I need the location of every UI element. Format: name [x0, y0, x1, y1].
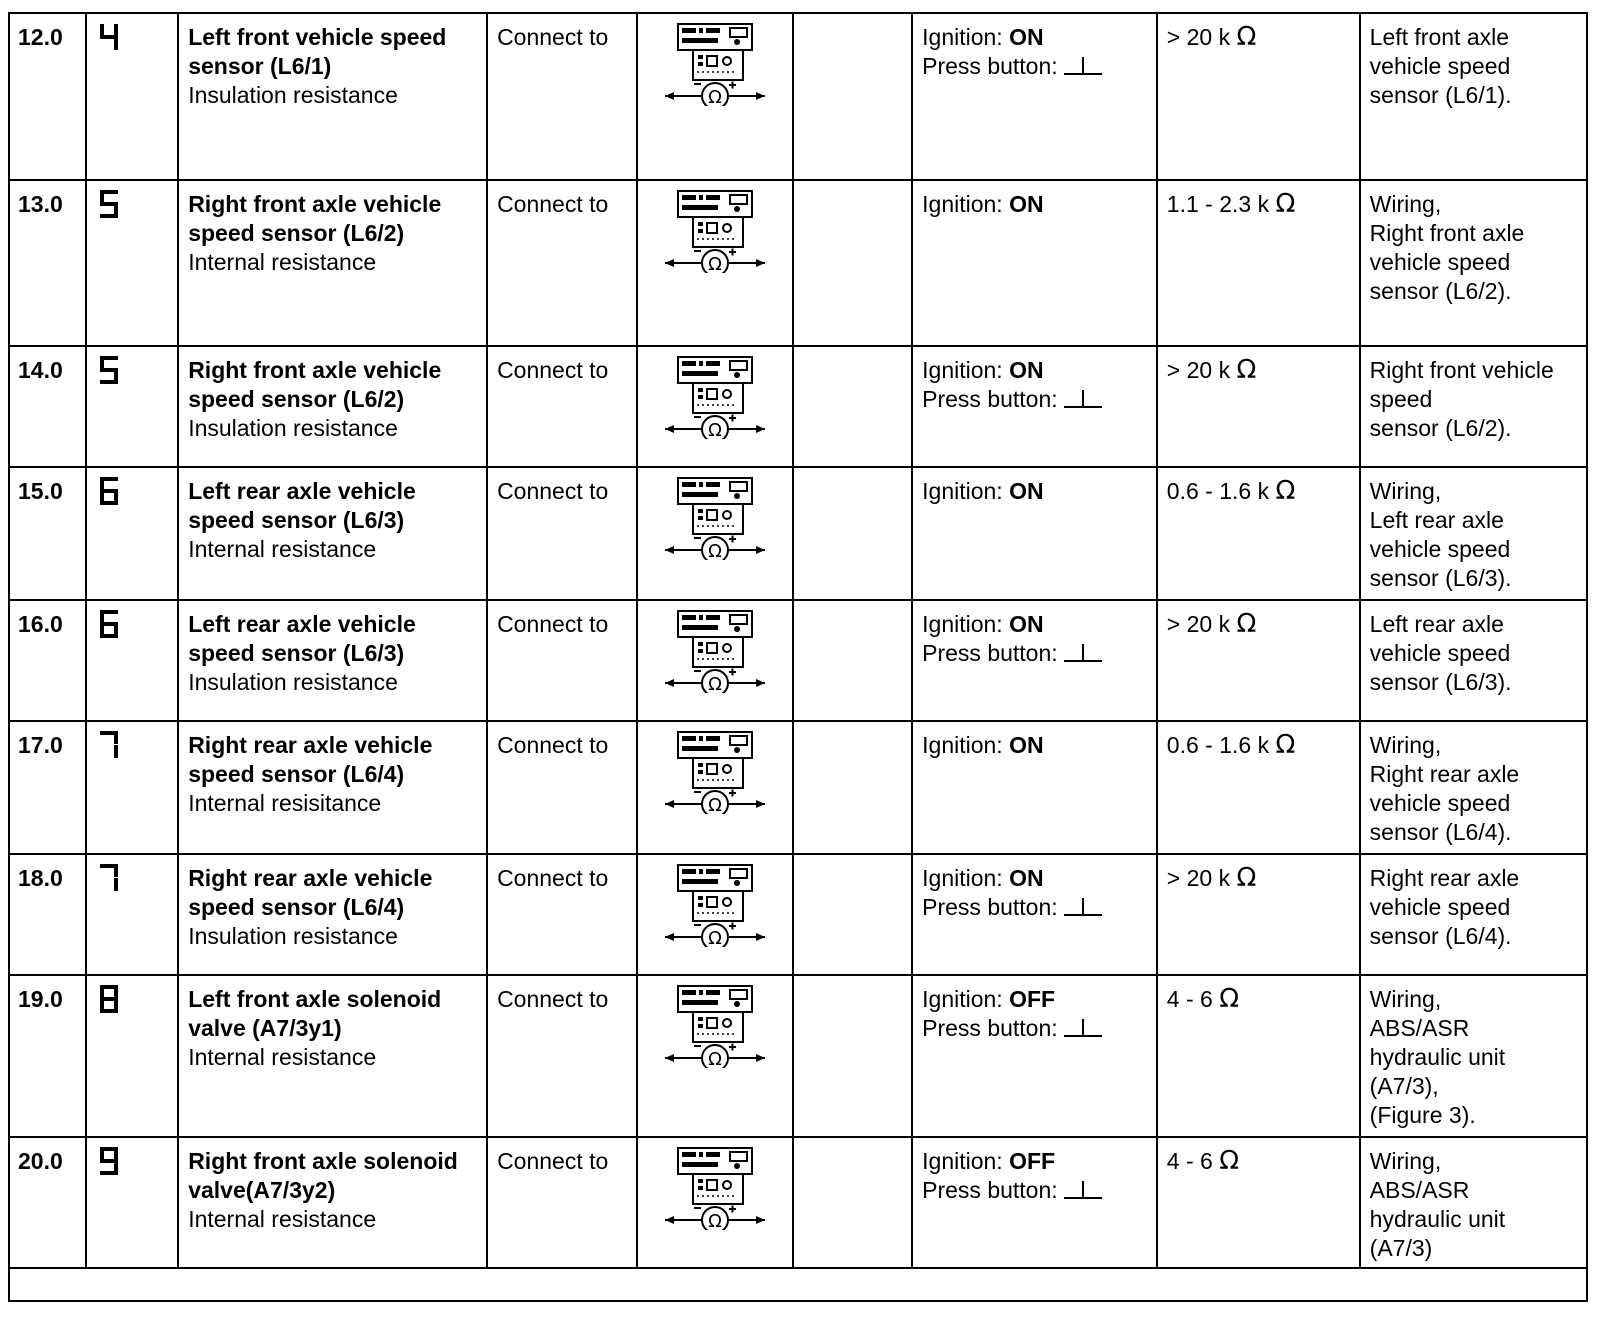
blank-cell: [793, 14, 912, 180]
remedy-list: [1370, 1147, 1586, 1264]
connect-cell: [487, 1137, 637, 1268]
nominal-value: [1157, 975, 1360, 1137]
seven-segment-digit-icon: [97, 863, 123, 893]
test-description: [178, 721, 487, 854]
remedy-line: Left rear axle: [1369, 507, 1504, 533]
blank-cell: [793, 1137, 912, 1268]
connect-cell: [487, 346, 637, 467]
component-title: Left front vehicle speed sensor (L6/1): [188, 24, 447, 79]
ignition-state: ON: [1009, 865, 1044, 891]
nominal-value-text: > 20 k: [1166, 24, 1231, 50]
display-digit-cell: [86, 721, 178, 854]
ignition-label: Ignition:: [922, 191, 1003, 217]
remedy-line: Right front vehicle: [1369, 357, 1554, 383]
instrument-cell: [637, 14, 793, 180]
remedy-line: sensor (L6/4).: [1369, 819, 1512, 845]
blank-cell: [793, 854, 912, 975]
nominal-value: [1157, 721, 1360, 854]
remedy-line: sensor (L6/3).: [1369, 565, 1512, 591]
nominal-value: [1157, 1137, 1360, 1268]
ground-symbol-icon: [1064, 57, 1102, 77]
svg-text:Ω: Ω: [708, 928, 722, 947]
instrument-cell: [637, 600, 793, 721]
table-row: [10, 14, 1586, 180]
remedy-line: Left rear axle: [1369, 611, 1504, 637]
connect-label: Connect to: [497, 357, 609, 383]
table-row: [10, 180, 1586, 346]
table-row: [10, 467, 1586, 600]
connect-label: Connect to: [497, 1148, 609, 1174]
step-number: 14.0: [10, 346, 86, 467]
test-description: [178, 180, 487, 346]
svg-text:Ω: Ω: [708, 1211, 722, 1230]
remedy-line: speed: [1369, 386, 1433, 412]
display-digit-cell: [86, 14, 178, 180]
nominal-value: [1157, 14, 1360, 180]
test-step-table: [8, 12, 1588, 1302]
svg-text:Ω: Ω: [708, 674, 722, 693]
nominal-value: [1157, 854, 1360, 975]
connect-label: Connect to: [497, 24, 609, 50]
test-conditions: [912, 975, 1157, 1137]
ohm-unit: Ω: [1236, 22, 1257, 52]
ignition-label: Ignition:: [922, 24, 1003, 50]
remedy-cell: [1360, 975, 1586, 1137]
connect-cell: [487, 975, 637, 1137]
blank-cell: [793, 180, 912, 346]
ground-symbol-icon: [1064, 1019, 1102, 1039]
ignition-label: Ignition:: [922, 865, 1003, 891]
ignition-state: ON: [1009, 24, 1044, 50]
press-button-label: Press button:: [922, 53, 1058, 79]
multimeter-ohm-icon: [665, 1146, 765, 1230]
remedy-line: sensor (L6/2).: [1369, 415, 1512, 441]
nominal-value: [1157, 600, 1360, 721]
test-description: [178, 854, 487, 975]
nominal-value-text: > 20 k: [1166, 611, 1231, 637]
remedy-cell: [1360, 1137, 1586, 1268]
ignition-state: ON: [1009, 191, 1044, 217]
ignition-state: ON: [1009, 478, 1044, 504]
blank-cell: [793, 467, 912, 600]
remedy-cell: [1360, 854, 1586, 975]
multimeter-ohm-icon: [665, 984, 765, 1068]
remedy-line: hydraulic unit: [1369, 1206, 1506, 1232]
multimeter-ohm-icon: [665, 22, 765, 106]
seven-segment-digit-icon: [97, 730, 123, 760]
component-title: Right front axle solenoid valve(A7/3y2): [188, 1148, 458, 1203]
remedy-list: [1370, 864, 1586, 951]
table-row: [10, 854, 1586, 975]
press-button-label: Press button:: [922, 640, 1058, 666]
test-description: [178, 975, 487, 1137]
test-type: Internal resistance: [188, 1044, 377, 1070]
test-type: Internal resistance: [188, 536, 377, 562]
remedy-line: Wiring,: [1369, 986, 1442, 1012]
ohm-unit: Ω: [1236, 355, 1257, 385]
svg-text:Ω: Ω: [708, 541, 722, 560]
table-row: [10, 1137, 1586, 1268]
nominal-value-text: > 20 k: [1166, 865, 1231, 891]
component-title: Right front axle vehicle speed sensor (L6/2): [188, 191, 442, 246]
nominal-value-text: 0.6 - 1.6 k: [1166, 478, 1270, 504]
nominal-value: [1157, 180, 1360, 346]
multimeter-ohm-icon: [665, 609, 765, 693]
svg-text:Ω: Ω: [708, 87, 722, 106]
instrument-cell: [637, 467, 793, 600]
test-type: Insulation resistance: [188, 82, 398, 108]
connect-cell: [487, 854, 637, 975]
blank-cell: [793, 975, 912, 1137]
seven-segment-digit-icon: [97, 22, 123, 52]
instrument-cell: [637, 1137, 793, 1268]
remedy-line: (A7/3): [1369, 1235, 1433, 1261]
connect-label: Connect to: [497, 478, 609, 504]
nominal-value-text: 0.6 - 1.6 k: [1166, 732, 1270, 758]
ohm-unit: Ω: [1236, 609, 1257, 639]
blank-cell: [793, 346, 912, 467]
nominal-value: [1157, 467, 1360, 600]
remedy-cell: [1360, 467, 1586, 600]
multimeter-ohm-icon: [665, 476, 765, 560]
table-row: [10, 346, 1586, 467]
ignition-label: Ignition:: [922, 732, 1003, 758]
blank-cell: [793, 600, 912, 721]
ignition-state: OFF: [1009, 986, 1056, 1012]
instrument-cell: [637, 975, 793, 1137]
test-conditions: [912, 600, 1157, 721]
test-type: Internal resistance: [188, 249, 377, 275]
remedy-list: [1370, 356, 1586, 443]
component-title: Left rear axle vehicle speed sensor (L6/3): [188, 478, 416, 533]
remedy-line: sensor (L6/4).: [1369, 923, 1512, 949]
test-conditions: [912, 1137, 1157, 1268]
press-button-label: Press button:: [922, 1177, 1058, 1203]
test-description: [178, 346, 487, 467]
seven-segment-digit-icon: [97, 355, 123, 385]
remedy-line: vehicle speed: [1369, 249, 1511, 275]
remedy-line: (Figure 3).: [1369, 1102, 1476, 1128]
connect-label: Connect to: [497, 191, 609, 217]
seven-segment-digit-icon: [97, 476, 123, 506]
ohm-unit: Ω: [1219, 1146, 1240, 1176]
remedy-line: Wiring,: [1369, 732, 1442, 758]
table-row: [10, 600, 1586, 721]
ignition-state: OFF: [1009, 1148, 1056, 1174]
ohm-unit: Ω: [1275, 189, 1296, 219]
remedy-list: [1370, 190, 1586, 306]
step-number: 19.0: [10, 975, 86, 1137]
step-number: 15.0: [10, 467, 86, 600]
step-number: 20.0: [10, 1137, 86, 1268]
connect-cell: [487, 467, 637, 600]
table: [10, 14, 1586, 1269]
display-digit-cell: [86, 1137, 178, 1268]
connect-label: Connect to: [497, 865, 609, 891]
ohm-unit: Ω: [1236, 863, 1257, 893]
nominal-value: [1157, 346, 1360, 467]
remedy-line: sensor (L6/2).: [1369, 278, 1512, 304]
remedy-cell: [1360, 180, 1586, 346]
test-type: Insulation resistance: [188, 415, 398, 441]
test-conditions: [912, 346, 1157, 467]
remedy-line: vehicle speed: [1369, 53, 1511, 79]
connect-cell: [487, 14, 637, 180]
remedy-line: vehicle speed: [1369, 536, 1511, 562]
display-digit-cell: [86, 346, 178, 467]
remedy-list: [1370, 23, 1586, 110]
ignition-label: Ignition:: [922, 357, 1003, 383]
remedy-list: [1370, 477, 1586, 593]
step-number: 18.0: [10, 854, 86, 975]
remedy-line: hydraulic unit: [1369, 1044, 1506, 1070]
nominal-value-text: 4 - 6: [1166, 1148, 1213, 1174]
multimeter-ohm-icon: [665, 355, 765, 439]
remedy-line: ABS/ASR: [1369, 1177, 1470, 1203]
connect-cell: [487, 180, 637, 346]
svg-text:Ω: Ω: [708, 420, 722, 439]
seven-segment-digit-icon: [97, 609, 123, 639]
press-button-label: Press button:: [922, 894, 1058, 920]
ohm-unit: Ω: [1275, 730, 1296, 760]
component-title: Left rear axle vehicle speed sensor (L6/3): [188, 611, 416, 666]
test-description: [178, 14, 487, 180]
test-conditions: [912, 14, 1157, 180]
step-number: 16.0: [10, 600, 86, 721]
component-title: Right rear axle vehicle speed sensor (L6/4): [188, 865, 433, 920]
remedy-list: [1370, 610, 1586, 697]
remedy-line: sensor (L6/3).: [1369, 669, 1512, 695]
ignition-label: Ignition:: [922, 611, 1003, 637]
ground-symbol-icon: [1064, 898, 1102, 918]
component-title: Right front axle vehicle speed sensor (L6/2): [188, 357, 442, 412]
test-conditions: [912, 854, 1157, 975]
svg-text:Ω: Ω: [708, 1049, 722, 1068]
press-button-label: Press button:: [922, 386, 1058, 412]
remedy-line: vehicle speed: [1369, 640, 1511, 666]
remedy-list: [1370, 985, 1586, 1130]
remedy-cell: [1360, 346, 1586, 467]
remedy-line: Wiring,: [1369, 191, 1442, 217]
table-row: [10, 721, 1586, 854]
multimeter-ohm-icon: [665, 863, 765, 947]
step-number: 12.0: [10, 14, 86, 180]
test-type: Insulation resistance: [188, 669, 398, 695]
remedy-line: sensor (L6/1).: [1369, 82, 1512, 108]
press-button-label: Press button:: [922, 1015, 1058, 1041]
remedy-line: Right front axle: [1369, 220, 1525, 246]
remedy-line: Right rear axle: [1369, 865, 1520, 891]
ohm-unit: Ω: [1275, 476, 1296, 506]
seven-segment-digit-icon: [97, 189, 123, 219]
connect-label: Connect to: [497, 732, 609, 758]
test-type: Internal resistance: [188, 1206, 377, 1232]
nominal-value-text: 1.1 - 2.3 k: [1166, 191, 1270, 217]
ground-symbol-icon: [1064, 390, 1102, 410]
display-digit-cell: [86, 467, 178, 600]
remedy-list: [1370, 731, 1586, 847]
ignition-label: Ignition:: [922, 986, 1003, 1012]
svg-text:Ω: Ω: [708, 254, 722, 273]
component-title: Right rear axle vehicle speed sensor (L6/4): [188, 732, 433, 787]
remedy-line: vehicle speed: [1369, 894, 1511, 920]
instrument-cell: [637, 346, 793, 467]
connect-cell: [487, 600, 637, 721]
multimeter-ohm-icon: [665, 189, 765, 273]
remedy-cell: [1360, 721, 1586, 854]
remedy-line: (A7/3),: [1369, 1073, 1439, 1099]
display-digit-cell: [86, 854, 178, 975]
test-type: Insulation resistance: [188, 923, 398, 949]
test-description: [178, 1137, 487, 1268]
ignition-state: ON: [1009, 357, 1044, 383]
ground-symbol-icon: [1064, 1181, 1102, 1201]
component-title: Left front axle solenoid valve (A7/3y1): [188, 986, 442, 1041]
connect-cell: [487, 721, 637, 854]
connect-label: Connect to: [497, 611, 609, 637]
ignition-label: Ignition:: [922, 478, 1003, 504]
test-description: [178, 600, 487, 721]
ignition-state: ON: [1009, 732, 1044, 758]
ground-symbol-icon: [1064, 644, 1102, 664]
seven-segment-digit-icon: [97, 984, 123, 1014]
nominal-value-text: > 20 k: [1166, 357, 1231, 383]
connect-label: Connect to: [497, 986, 609, 1012]
multimeter-ohm-icon: [665, 730, 765, 814]
step-number: 13.0: [10, 180, 86, 346]
instrument-cell: [637, 854, 793, 975]
remedy-line: Left front axle: [1369, 24, 1510, 50]
remedy-cell: [1360, 600, 1586, 721]
display-digit-cell: [86, 180, 178, 346]
test-description: [178, 467, 487, 600]
remedy-cell: [1360, 14, 1586, 180]
test-type: Internal resisitance: [188, 790, 382, 816]
test-conditions: [912, 180, 1157, 346]
remedy-line: ABS/ASR: [1369, 1015, 1470, 1041]
ignition-label: Ignition:: [922, 1148, 1003, 1174]
instrument-cell: [637, 721, 793, 854]
remedy-line: Wiring,: [1369, 478, 1442, 504]
display-digit-cell: [86, 600, 178, 721]
seven-segment-digit-icon: [97, 1146, 123, 1176]
blank-cell: [793, 721, 912, 854]
test-conditions: [912, 721, 1157, 854]
ignition-state: ON: [1009, 611, 1044, 637]
remedy-line: Right rear axle: [1369, 761, 1520, 787]
ohm-unit: Ω: [1219, 984, 1240, 1014]
step-number: 17.0: [10, 721, 86, 854]
test-conditions: [912, 467, 1157, 600]
remedy-line: vehicle speed: [1369, 790, 1511, 816]
instrument-cell: [637, 180, 793, 346]
nominal-value-text: 4 - 6: [1166, 986, 1213, 1012]
svg-text:Ω: Ω: [708, 795, 722, 814]
table-row: [10, 975, 1586, 1137]
display-digit-cell: [86, 975, 178, 1137]
remedy-line: Wiring,: [1369, 1148, 1442, 1174]
